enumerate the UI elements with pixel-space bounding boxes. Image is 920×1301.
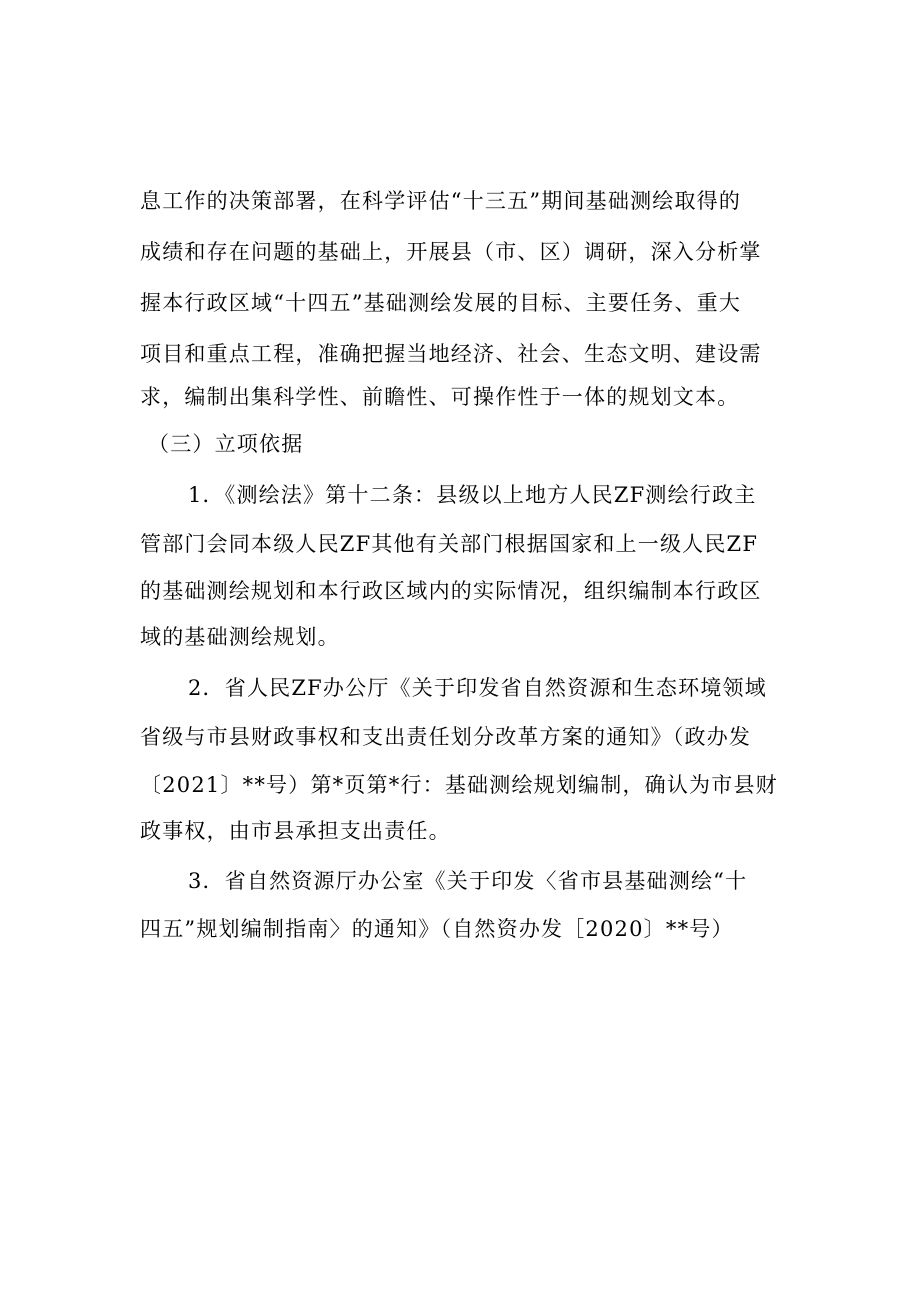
paragraph-line: 握本行政区域“十四五”基础测绘发展的目标、主要任务、重大	[140, 291, 742, 315]
item-3-line: 四五”规划编制指南〉的通知》（自然资办发［2020〕**号）	[140, 917, 734, 941]
item-2-line: 〔2021〕**号）第*页第*行：基础测绘规划编制，确认为市县财	[140, 773, 778, 797]
section-heading: （三）立项依据	[148, 432, 304, 456]
paragraph-line: 项目和重点工程，准确把握当地经济、社会、生态文明、建设需	[140, 342, 762, 366]
paragraph-line: 成绩和存在问题的基础上，开展县（市、区）调研，深入分析掌	[140, 240, 762, 264]
item-1-line: 1．《测绘法》第十二条：县级以上地方人民ZF测绘行政主	[188, 483, 757, 507]
item-2-line: 政事权，由市县承担支出责任。	[140, 819, 451, 843]
item-2-line: 省级与市县财政事权和支出责任划分改革方案的通知》（政办发	[140, 725, 752, 749]
item-3-line: 3．省自然资源厅办公室《关于印发〈省市县基础测绘“十	[188, 869, 748, 893]
item-1-line: 域的基础测绘规划。	[140, 625, 340, 649]
item-1-line: 的基础测绘规划和本行政区域内的实际情况，组织编制本行政区	[140, 579, 762, 603]
item-2-line: 2．省人民ZF办公厅《关于印发省自然资源和生态环境领域	[188, 676, 767, 700]
item-1-line: 管部门会同本级人民ZF其他有关部门根据国家和上一级人民ZF	[140, 532, 759, 556]
paragraph-line: 求，编制出集科学性、前瞻性、可操作性于一体的规划文本。	[140, 385, 740, 409]
paragraph-line: 息工作的决策部署，在科学评估“十三五”期间基础测绘取得的	[140, 189, 742, 213]
